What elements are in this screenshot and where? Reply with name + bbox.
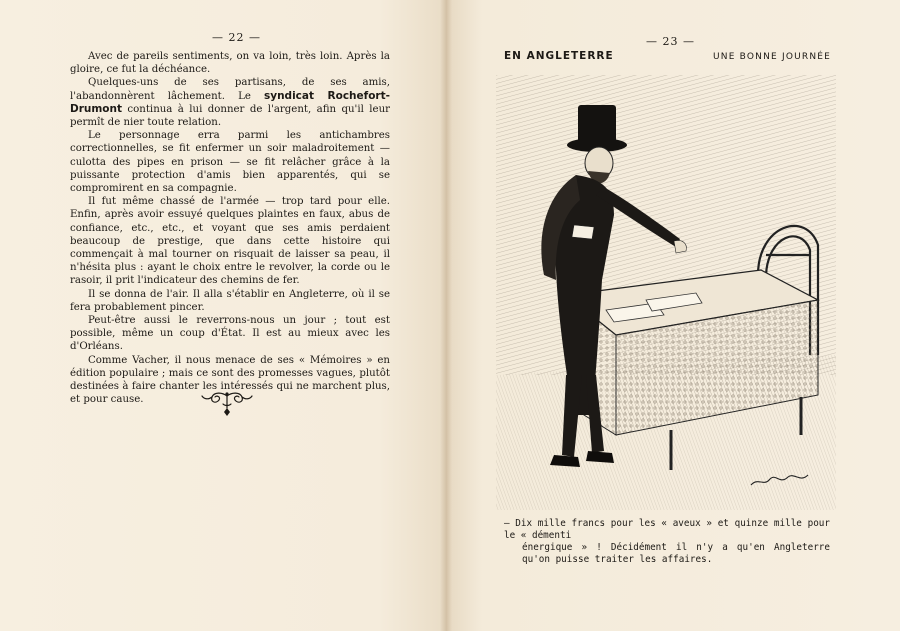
illustration-man-at-table	[496, 75, 836, 510]
caption-continuation: énergique » ! Décidément il n'y a qu'en Angleterre qu'on puisse traiter les affaires.	[522, 542, 830, 565]
paragraph: Il fut même chassé de l'armée — trop tard pour elle. Enfin, après avoir essuyé quelques plaintes en faux, abus de confiance, etc., etc., et voyant que ses amis perdaient beaucoup de prestige, que dans cette histoire qui commençait à mal tourner on risquait de laisser sa peau, il n'hésita plus : ayant le choix entre le revolver, la corde ou le rasoir, il prit l'indicateur des chemins de fer.	[70, 196, 390, 287]
paragraph: Quelques-uns de ses partisans, de ses amis, l'abandonnèrent lâchement. Le syndicat Rochefort-Drumont continua à lui donner de l'argent, afin qu'il leur permît de nier toute relation.	[70, 77, 390, 129]
book-gutter	[440, 0, 452, 631]
illustration-section-title: EN ANGLETERRE	[504, 50, 614, 62]
page-number-left: — 22 —	[212, 31, 261, 44]
fleuron-ornament-icon	[200, 388, 254, 418]
paragraph: Comme Vacher, il nous menace de ses « Mémoires » en édition populaire ; mais ce sont des promesses vagues, plutôt destinées à faire chanter les intéressés qui ne marchent plus, et pour cause.	[70, 354, 390, 406]
right-page	[446, 0, 900, 631]
body-text	[70, 50, 390, 406]
caption-line-1: — Dix mille francs pour les « aveux » et quinze mille pour le « démenti	[504, 518, 830, 541]
page-number-right: — 23 —	[646, 35, 695, 48]
paragraph: Avec de pareils sentiments, on va loin, très loin. Après la gloire, ce fut la déchéance.	[70, 51, 390, 76]
left-page	[0, 0, 446, 631]
paragraph: Il se donna de l'air. Il alla s'établir en Angleterre, où il se fera probablement pincer.	[70, 288, 390, 313]
illustration-caption	[504, 518, 830, 566]
syndicate-name: syndicat Rochefort-Drumont	[70, 89, 390, 115]
paragraph: Le personnage erra parmi les antichambres correctionnelles, se fit enfermer un soir maladroitement — culotta des pipes en prison — se fit relâcher grâce à la puissante protection d'amis bien apparentés, qui se compromirent en sa compagnie.	[70, 130, 390, 195]
paragraph: Peut-être aussi le reverrons-nous un jour ; tout est possible, même un coup d'État. Il est au mieux avec les d'Orléans.	[70, 315, 390, 353]
illustration-title: UNE BONNE JOURNÉE	[713, 52, 832, 62]
